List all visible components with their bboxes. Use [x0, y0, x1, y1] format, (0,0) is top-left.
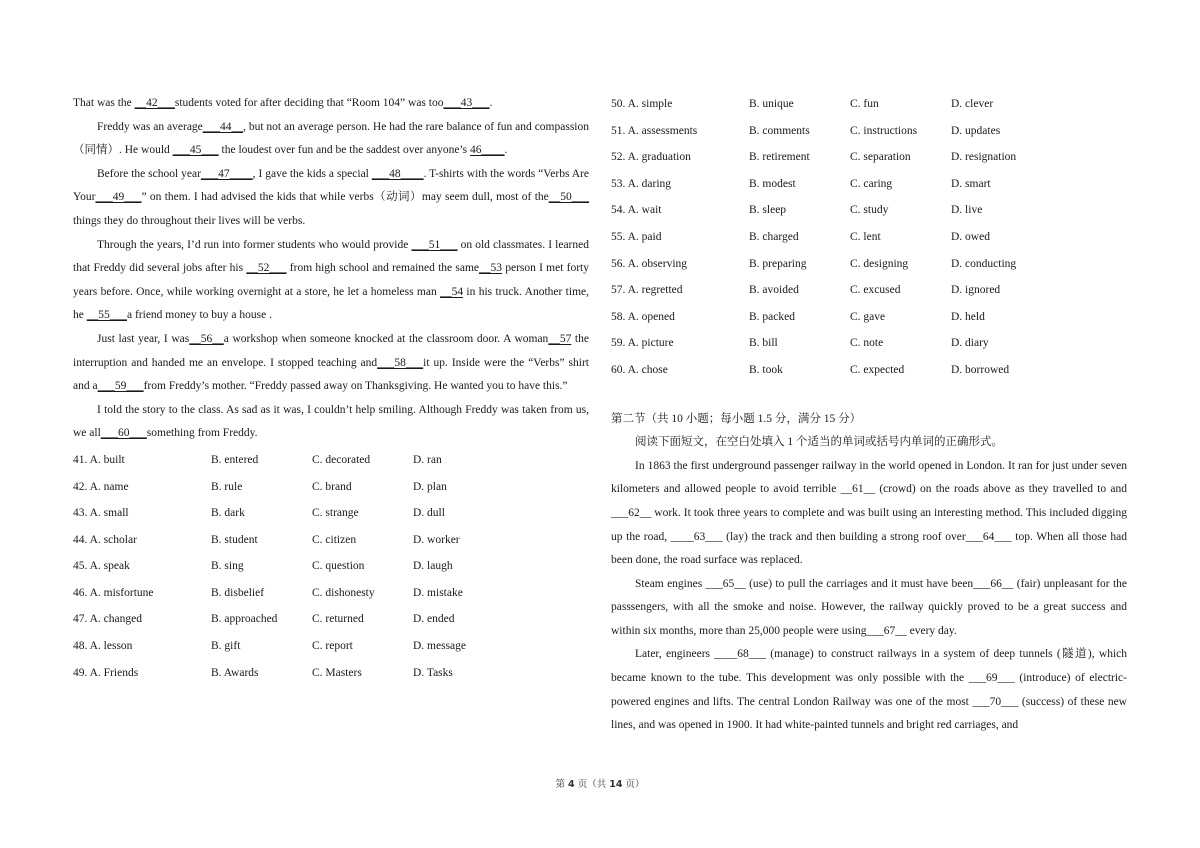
blank-46: 46____: [470, 144, 505, 157]
section-title: 第二节（共 10 小题；每小题 1.5 分，满分 15 分）: [611, 412, 862, 425]
blank-43: ___43___: [443, 97, 490, 109]
blank-49: ___49___: [95, 191, 142, 204]
page-number: 4: [568, 779, 575, 790]
option-row-60: 60. A. chose B. took C. expected D. borrowed: [611, 363, 1010, 376]
grammar-paragraph-1: In 1863 the first underground passenger railway in the world opened in London. It ran for just under seven kilometers and allowed people to avoid terrible __61__ (crowd) on the roads above as they travelled to and ___62__ work. It took three years to complete and was built using an interesting method. This included digging up the road, ____63___ (lay) the track and then building a strong roof over___64___ top. When all those had been done, the road surface was replaced.: [611, 459, 1127, 567]
option-row-53: 53. A. daring B. modest C. caring D. smart: [611, 177, 991, 190]
option-row-59: 59. A. picture B. bill C. note D. diary: [611, 337, 989, 350]
blank-52: __52___: [246, 262, 287, 275]
option-row-44: 44. A. scholar B. student C. citizen D. worker: [73, 533, 460, 546]
blank-50: __50___: [548, 191, 589, 204]
right-column: [611, 92, 1127, 738]
blank-60: ___60___: [100, 427, 147, 440]
passage-paragraph-1: Freddy was an average___44__, but not an average person. He had the rare balance of fun and compassion（同情）. He would ___45___ the loudest over fun and be the saddest over anyone’s 46____.: [73, 120, 589, 157]
passage-paragraph-0: That was the __42___students voted for after deciding that “Room 104” was too___43___.: [73, 97, 493, 109]
blank-47: ___47____: [200, 167, 253, 180]
blank-55: __55___: [86, 309, 127, 322]
page-total: 14: [609, 779, 623, 790]
option-row-50: 50. A. simple B. unique C. fun D. clever: [611, 98, 994, 110]
option-row-49: 49. A. Friends B. Awards C. Masters D. Tasks: [73, 666, 453, 679]
blank-59: ___59___: [97, 380, 144, 393]
options-list-left: [73, 447, 589, 686]
options-list-right: [611, 91, 1127, 384]
blank-45: ___45___: [172, 144, 219, 157]
blank-48: ___48____: [371, 167, 424, 180]
blank-58: ___58___: [377, 356, 424, 369]
option-row-56: 56. A. observing B. preparing C. designing D. conducting: [611, 257, 1017, 270]
option-row-43: 43. A. small B. dark C. strange D. dull: [73, 507, 445, 520]
option-row-52: 52. A. graduation B. retirement C. separation D. resignation: [611, 151, 1017, 164]
blank-51: ___51___: [411, 238, 458, 251]
blank-57: __57: [548, 332, 572, 345]
option-row-46: 46. A. misfortune B. disbelief C. dishonesty D. mistake: [73, 586, 463, 599]
blank-44: ___44__: [202, 120, 244, 133]
option-row-47: 47. A. changed B. approached C. returned D. ended: [73, 613, 455, 626]
blank-54: __54: [440, 285, 464, 298]
option-row-45: 45. A. speak B. sing C. question D. laugh: [73, 560, 453, 573]
option-row-55: 55. A. paid B. charged C. lent D. owed: [611, 230, 990, 243]
option-row-57: 57. A. regretted B. avoided C. excused D. ignored: [611, 284, 1001, 297]
blank-53: __53: [479, 262, 503, 275]
grammar-paragraph-3: Later, engineers ____68___ (manage) to construct railways in a system of deep tunnels (隧道), which became known to the tube. This development was only possible with the ___69___ (introduce) of electric-powered engines and lifts. The central London Railway was one of the most ___70___ (success) of these new lines, and was opened in 1900. It had white-painted tunnels and bright red carriages, and: [611, 648, 1127, 732]
blank-42: __42___: [134, 97, 175, 109]
left-column: [73, 92, 589, 686]
blank-56: __56__: [189, 332, 224, 345]
page-footer: 第 4 页（共 14 页）: [555, 779, 645, 790]
option-row-51: 51. A. assessments B. comments C. instructions D. updates: [611, 124, 1001, 137]
passage-paragraph-4: Just last year, I was__56__a workshop when someone knocked at the classroom door. A woman__57 the interruption and handed me an envelope. I stopped teaching and___58___it up. Inside were the “Verbs” shirt and a___59___from Freddy’s mother. “Freddy passed away on Thanksgiving. He wanted you to have this.”: [73, 332, 589, 393]
option-row-54: 54. A. wait B. sleep C. study D. live: [611, 204, 983, 217]
grammar-paragraph-2: Steam engines ___65__ (use) to pull the carriages and it must have been___66__ (fair) unpleasant for the passsengers, with all the smoke and noise. However, the railway quickly proved to be a great success and within six months, more than 25,000 people were using___67__ every day.: [611, 577, 1127, 637]
option-row-58: 58. A. opened B. packed C. gave D. held: [611, 310, 985, 323]
option-row-42: 42. A. name B. rule C. brand D. plan: [73, 480, 447, 493]
passage-paragraph-5: I told the story to the class. As sad as it was, I couldn’t help smiling. Although Freddy was taken from us, we all___60___something from Freddy.: [73, 403, 589, 440]
passage-paragraph-3: Through the years, I’d run into former students who would provide ___51___ on old classmates. I learned that Freddy did several jobs after his __52___ from high school and remained the same__53 person I met forty years before. Once, while working overnight at a store, he let a homeless man __54 in his truck. Another time, he __55___a friend money to buy a house .: [73, 238, 589, 322]
passage-paragraph-2: Before the school year___47____, I gave the kids a special ___48____. T-shirts with the words “Verbs Are Your___49___” on them. I had advised the kids that while verbs（动词）may seem dull, most of the__50___ things they do throughout their lives will be verbs.: [73, 167, 589, 227]
section-instruction: 阅读下面短文，在空白处填入 1 个适当的单词或括号内单词的正确形式。: [635, 436, 1003, 449]
option-row-48: 48. A. lesson B. gift C. report D. message: [73, 640, 467, 653]
option-row-41: 41. A. built B. entered C. decorated D. ran: [73, 453, 442, 466]
